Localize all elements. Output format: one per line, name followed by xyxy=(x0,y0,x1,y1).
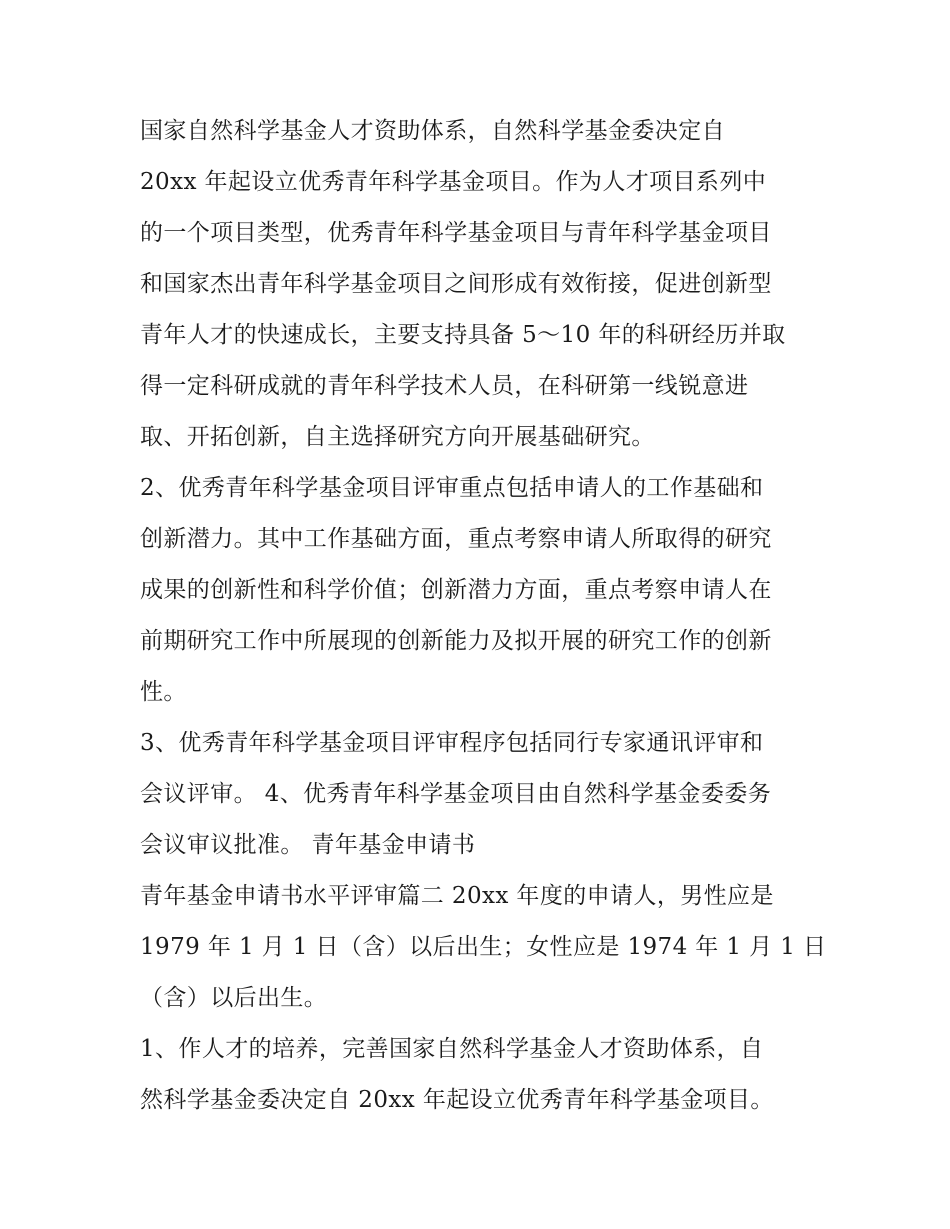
text-line: 和国家杰出青年科学基金项目之间形成有效衔接，促进创新型 xyxy=(140,271,772,297)
text-line: 性。 xyxy=(140,679,187,705)
text-line: 20xx 年起设立优秀青年科学基金项目。作为人才项目系列中 xyxy=(140,169,767,195)
text-line: 3、优秀青年科学基金项目评审程序包括同行专家通讯评审和 xyxy=(140,730,764,756)
text-line: 国家自然科学基金人才资助体系，自然科学基金委决定自 xyxy=(140,118,725,144)
text-line: 1、作人才的培养，完善国家自然科学基金人才资助体系，自 xyxy=(140,1036,764,1062)
text-line: 得一定科研成就的青年科学技术人员，在科研第一线锐意进 xyxy=(140,373,749,399)
text-line: 然科学基金委决定自 20xx 年起设立优秀青年科学基金项目。 xyxy=(140,1087,774,1113)
text-line: 2、优秀青年科学基金项目评审重点包括申请人的工作基础和 xyxy=(140,475,764,501)
text-line: 前期研究工作中所展现的创新能力及拟开展的研究工作的创新 xyxy=(140,628,772,654)
text-line: 取、开拓创新，自主选择研究方向开展基础研究。 xyxy=(140,424,655,450)
text-line: 青年人才的快速成长，主要支持具备 5～10 年的科研经历并取 xyxy=(140,322,786,348)
text-line: 会议评审。 4、优秀青年科学基金项目由自然科学基金委委务 xyxy=(140,781,772,807)
text-line: （含）以后出生。 xyxy=(140,985,328,1011)
text-line: 创新潜力。其中工作基础方面，重点考察申请人所取得的研究 xyxy=(140,526,772,552)
text-line: 的一个项目类型，优秀青年科学基金项目与青年科学基金项目 xyxy=(140,220,772,246)
text-line: 青年基金申请书水平评审篇二 20xx 年度的申请人，男性应是 xyxy=(140,883,774,909)
text-line: 会议审议批准。 青年基金申请书 xyxy=(140,832,476,858)
text-line: 1979 年 1 月 1 日（含）以后出生；女性应是 1974 年 1 月 1 日 xyxy=(140,934,827,960)
text-line: 成果的创新性和科学价值；创新潜力方面，重点考察申请人在 xyxy=(140,577,772,603)
body-text xyxy=(140,106,830,1126)
